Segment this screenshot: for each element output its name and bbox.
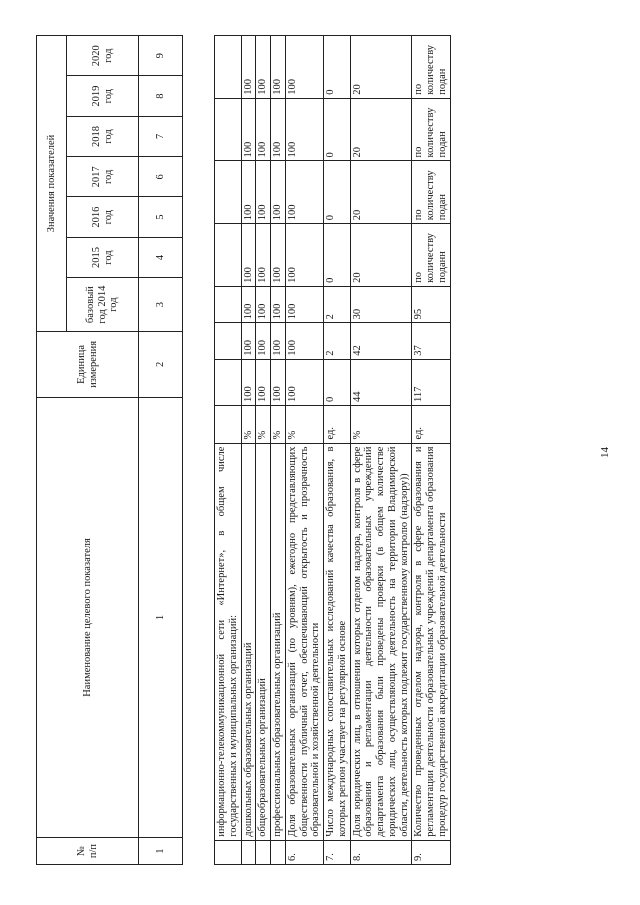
row-value: 100 xyxy=(285,323,323,359)
col-number: 5 xyxy=(139,197,183,237)
header-year: 2019 год xyxy=(67,76,139,116)
row-value xyxy=(215,36,242,99)
table-row xyxy=(256,36,271,865)
indicator-table xyxy=(214,35,451,865)
row-name: информационно-телекоммуникационной сети «Интернет», в общем числе государственных и муниципальных организаций: xyxy=(215,443,242,840)
row-value: 37 xyxy=(412,323,450,359)
row-value: по количеству подан xyxy=(412,161,450,224)
row-number: 9. xyxy=(412,840,450,864)
row-value xyxy=(215,224,242,287)
row-name: профессиональных образовательных организаций xyxy=(271,443,286,840)
row-value: 42 xyxy=(350,323,412,359)
row-number xyxy=(215,840,242,864)
row-value: 100 xyxy=(285,98,323,161)
header-values-group: Значения показателей xyxy=(37,36,67,332)
row-value: 100 xyxy=(271,323,286,359)
row-name: Число международных сопоставительных исследований качества образования, в которых регион участвует на регулярной основе xyxy=(324,443,351,840)
row-value: 100 xyxy=(256,323,271,359)
row-value: 100 xyxy=(256,36,271,99)
page-number: 14 xyxy=(599,447,611,458)
table-row xyxy=(324,36,351,865)
row-unit xyxy=(215,406,242,444)
row-value: 100 xyxy=(271,161,286,224)
row-number xyxy=(271,840,286,864)
header-table xyxy=(36,35,183,865)
col-number: 6 xyxy=(139,157,183,197)
header-year: 2015 год xyxy=(67,237,139,277)
row-value: 100 xyxy=(285,161,323,224)
header-year: 2020 год xyxy=(67,36,139,76)
row-value: 100 xyxy=(285,286,323,322)
row-name: дошкольных образовательных организаций xyxy=(241,443,256,840)
row-unit: % xyxy=(350,406,412,444)
row-value xyxy=(215,161,242,224)
row-value: 0 xyxy=(324,161,351,224)
row-name: Доля образовательных организаций (по уровням), ежегодно представляющих общественности публичный отчет, обеспечивающий открытость и прозрачность образовательной и хозяйственной деятельности xyxy=(285,443,323,840)
row-value: 0 xyxy=(324,98,351,161)
row-value xyxy=(215,286,242,322)
table-row xyxy=(241,36,256,865)
row-value: по количеству подан xyxy=(412,36,450,99)
col-number: 7 xyxy=(139,116,183,156)
row-value: 100 xyxy=(256,98,271,161)
row-number: 7. xyxy=(324,840,351,864)
table-row xyxy=(285,36,323,865)
col-number: 1 xyxy=(139,397,183,837)
row-unit: ед. xyxy=(324,406,351,444)
row-value: 2 xyxy=(324,286,351,322)
header-year: 2017 год xyxy=(67,157,139,197)
row-number: 6. xyxy=(285,840,323,864)
row-value: 100 xyxy=(285,359,323,405)
col-number: 8 xyxy=(139,76,183,116)
table-row xyxy=(215,36,242,865)
row-value: 20 xyxy=(350,224,412,287)
row-value: 100 xyxy=(271,36,286,99)
row-value: 100 xyxy=(285,224,323,287)
header-year: 2018 год xyxy=(67,116,139,156)
row-value: 0 xyxy=(324,224,351,287)
row-value: 20 xyxy=(350,98,412,161)
table-row xyxy=(271,36,286,865)
row-number xyxy=(256,840,271,864)
row-value: 0 xyxy=(324,359,351,405)
row-unit: % xyxy=(241,406,256,444)
row-value: 100 xyxy=(241,286,256,322)
col-number: 2 xyxy=(139,331,183,397)
row-value: 100 xyxy=(241,359,256,405)
header-year: 2016 год xyxy=(67,197,139,237)
row-value: 100 xyxy=(256,359,271,405)
row-value: 20 xyxy=(350,36,412,99)
row-unit: % xyxy=(285,406,323,444)
header-no: № п/п xyxy=(37,838,139,865)
row-value: 30 xyxy=(350,286,412,322)
col-number: 9 xyxy=(139,36,183,76)
row-value: 100 xyxy=(256,161,271,224)
row-value: 95 xyxy=(412,286,450,322)
row-value: 20 xyxy=(350,161,412,224)
row-value: 2 xyxy=(324,323,351,359)
row-number xyxy=(241,840,256,864)
row-value: 100 xyxy=(271,224,286,287)
row-value: 117 xyxy=(412,359,450,405)
header-name: Наименование целевого показателя xyxy=(37,397,139,837)
row-name: Доля юридических лиц, в отношении которых отделом надзора, контроля в сфере образования и регламентации деятельности образовательных учреждений департамента образования были проведены проверки (в общем количестве юридических лиц, осуществляющих деятельность на территории Владимирской области, деятельность которых подлежит государственному контролю (надзору)) xyxy=(350,443,412,840)
row-value: 100 xyxy=(271,359,286,405)
row-value: 100 xyxy=(241,161,256,224)
header-year: базовый год 2014 год xyxy=(67,278,139,332)
row-value xyxy=(215,323,242,359)
col-number: 3 xyxy=(139,278,183,332)
row-value: по количеству подан xyxy=(412,98,450,161)
row-value: 44 xyxy=(350,359,412,405)
table-row xyxy=(412,36,450,865)
row-value: 100 xyxy=(241,323,256,359)
row-value: 0 xyxy=(324,36,351,99)
row-unit: % xyxy=(256,406,271,444)
col-number: 4 xyxy=(139,237,183,277)
col-number: 1 xyxy=(139,838,183,865)
row-value: по количеству поданн xyxy=(412,224,450,287)
row-value: 100 xyxy=(271,98,286,161)
row-value: 100 xyxy=(271,286,286,322)
row-value xyxy=(215,359,242,405)
row-name: общеобразовательных организаций xyxy=(256,443,271,840)
header-unit: Единица измерения xyxy=(37,331,139,397)
table-row xyxy=(350,36,412,865)
row-unit: ед. xyxy=(412,406,450,444)
row-value: 100 xyxy=(241,36,256,99)
row-value: 100 xyxy=(285,36,323,99)
row-value: 100 xyxy=(241,98,256,161)
row-value: 100 xyxy=(256,286,271,322)
row-value: 100 xyxy=(241,224,256,287)
row-value xyxy=(215,98,242,161)
row-name: Количество проведенных отделом надзора, контроля в сфере образования и регламентации деятельности образовательных учреждений департамента образования процедур государственной аккредитации образовательной деятельности xyxy=(412,443,450,840)
row-value: 100 xyxy=(256,224,271,287)
row-number: 8. xyxy=(350,840,412,864)
row-unit: % xyxy=(271,406,286,444)
